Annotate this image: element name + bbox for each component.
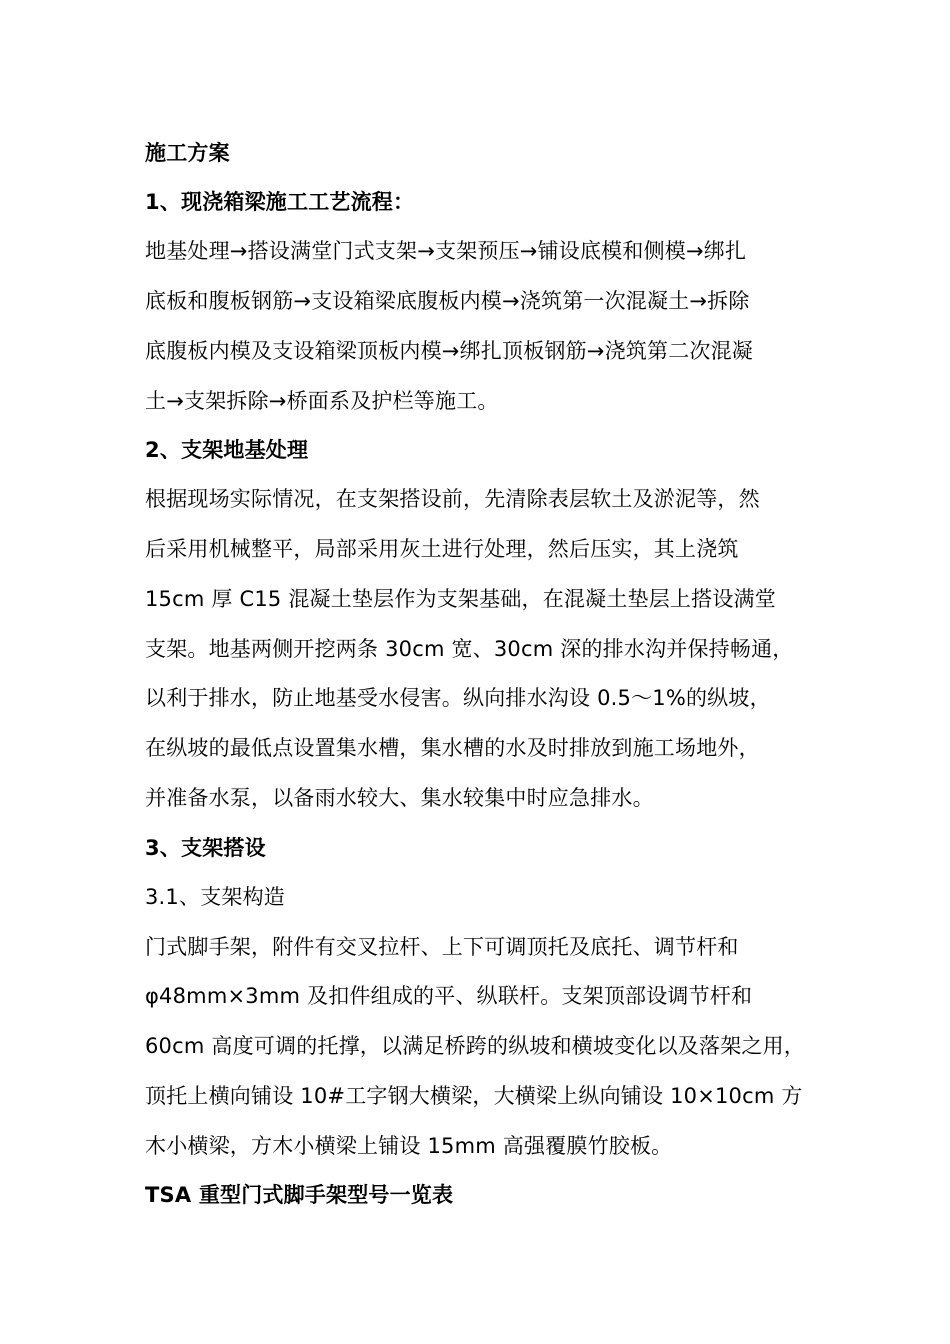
section-1-heading: 1、现浇箱梁施工工艺流程： [145, 190, 415, 214]
section-3-line-3: 60cm 高度可调的托撑，以满足桥跨的纵坡和横坡变化以及落架之用， [145, 1034, 805, 1058]
section-3-line-4: 顶托上横向铺设 10#工字钢大横梁，大横梁上纵向铺设 10×10cm 方 [145, 1084, 803, 1108]
section-1-line-4: 土→支架拆除→桥面系及护栏等施工。 [145, 389, 499, 413]
section-1-line-1: 地基处理→搭设满堂门式支架→支架预压→铺设底模和侧模→绑扎 [145, 239, 747, 263]
section-2-line-4: 支架。地基两侧开挖两条 30cm 宽、30cm 深的排水沟并保持畅通， [145, 637, 794, 661]
section-2-line-1: 根据现场实际情况，在支架搭设前，先清除表层软土及淤泥等，然 [145, 487, 760, 511]
section-3-heading: 3、支架搭设 [145, 836, 266, 860]
document-title: 施工方案 [145, 141, 230, 165]
section-1-line-3: 底腹板内模及支设箱梁顶板内模→绑扎顶板钢筋→浇筑第二次混凝 [145, 339, 753, 363]
section-3-line-2: φ48mm×3mm 及扣件组成的平、纵联杆。支架顶部设调节杆和 [145, 984, 753, 1008]
section-2-line-2: 后采用机械整平，局部采用灰土进行处理，然后压实，其上浇筑 [145, 537, 739, 561]
table-title: TSA 重型门式脚手架型号一览表 [145, 1183, 454, 1207]
section-2-heading: 2、支架地基处理 [145, 438, 309, 462]
section-2-line-7: 并准备水泵，以备雨水较大、集水较集中时应急排水。 [145, 786, 654, 810]
section-3-line-1: 门式脚手架，附件有交叉拉杆、上下可调顶托及底托、调节杆和 [145, 935, 739, 959]
section-1-line-2: 底板和腹板钢筋→支设箱梁底腹板内模→浇筑第一次混凝土→拆除 [145, 289, 750, 313]
section-3-line-5: 木小横梁，方木小横梁上铺设 15mm 高强覆膜竹胶板。 [145, 1134, 673, 1158]
section-2-line-3: 15cm 厚 C15 混凝土垫层作为支架基础，在混凝土垫层上搭设满堂 [145, 587, 776, 611]
section-3-subheading: 3.1、支架构造 [145, 885, 285, 909]
section-2-line-6: 在纵坡的最低点设置集水槽，集水槽的水及时排放到施工场地外， [145, 736, 760, 760]
section-2-line-5: 以利于排水，防止地基受水侵害。纵向排水沟设 0.5～1%的纵坡， [145, 686, 771, 710]
